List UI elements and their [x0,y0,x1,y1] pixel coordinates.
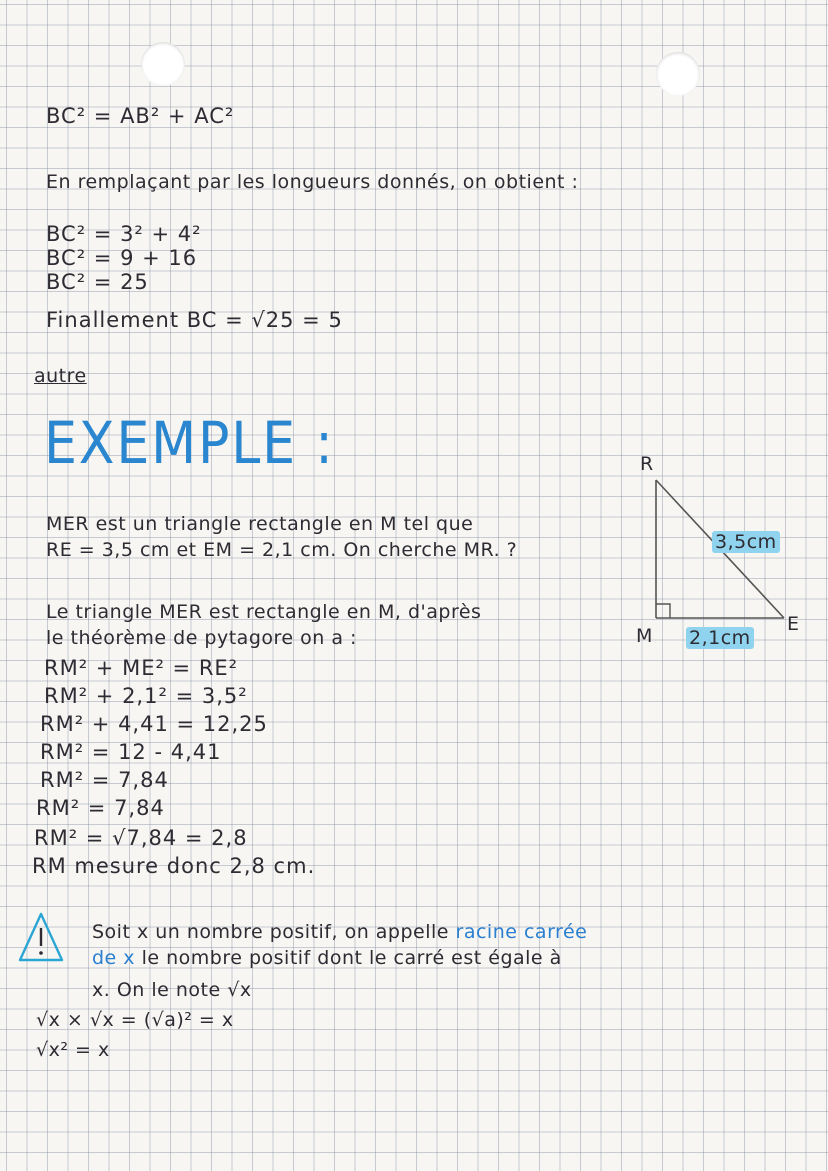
calc-line-7: RM² = √7,84 = 2,8 [34,826,248,850]
calc-step-1: BC² = 3² + 4² [46,222,202,246]
final-result: Finallement BC = √25 = 5 [46,308,343,332]
definition-line-2: de x le nombre positif dont le carré est égale à [92,947,562,969]
definition-formula-2: √x² = x [36,1039,110,1061]
vertex-r-label: R [640,453,654,475]
calc-step-2: BC² = 9 + 16 [46,246,198,270]
calc-line-6: RM² = 7,84 [36,796,165,820]
pythagore-formula: BC² = AB² + AC² [46,104,235,128]
calc-step-3: BC² = 25 [46,270,149,294]
vertex-m-label: M [636,625,653,647]
reasoning-line-1: Le triangle MER est rectangle en M, d'après [46,601,482,623]
calc-line-2: RM² + 2,1² = 3,5² [44,684,248,708]
calc-line-4: RM² = 12 - 4,41 [40,740,222,764]
definition-line-1: Soit x un nombre positif, on appelle racine carrée [92,921,588,943]
exemple-title: EXEMPLE : [44,409,335,477]
vertex-e-label: E [787,613,800,635]
calc-line-3: RM² + 4,41 = 12,25 [40,712,268,736]
calc-line-8: RM mesure donc 2,8 cm. [32,854,316,878]
autre-label: autre [34,365,87,387]
definition-line-3: x. On le note √x [92,979,252,1001]
statement-line-2: RE = 3,5 cm et EM = 2,1 cm. On cherche MR. ? [46,539,518,561]
right-angle-mark [656,604,670,618]
intro-text: En remplaçant par les longueurs donnés, on obtient : [46,171,579,193]
length-re-label: 3,5cm [712,530,780,554]
calc-line-1: RM² + ME² = RE² [44,656,239,680]
statement-line-1: MER est un triangle rectangle en M tel que [46,513,474,535]
calc-line-5: RM² = 7,84 [40,768,169,792]
warning-triangle-icon [20,914,62,960]
definition-formula-1: √x × √x = (√a)² = x [36,1009,234,1031]
reasoning-line-2: le théorème de pytagore on a : [46,627,357,649]
length-me-label: 2,1cm [686,626,754,650]
